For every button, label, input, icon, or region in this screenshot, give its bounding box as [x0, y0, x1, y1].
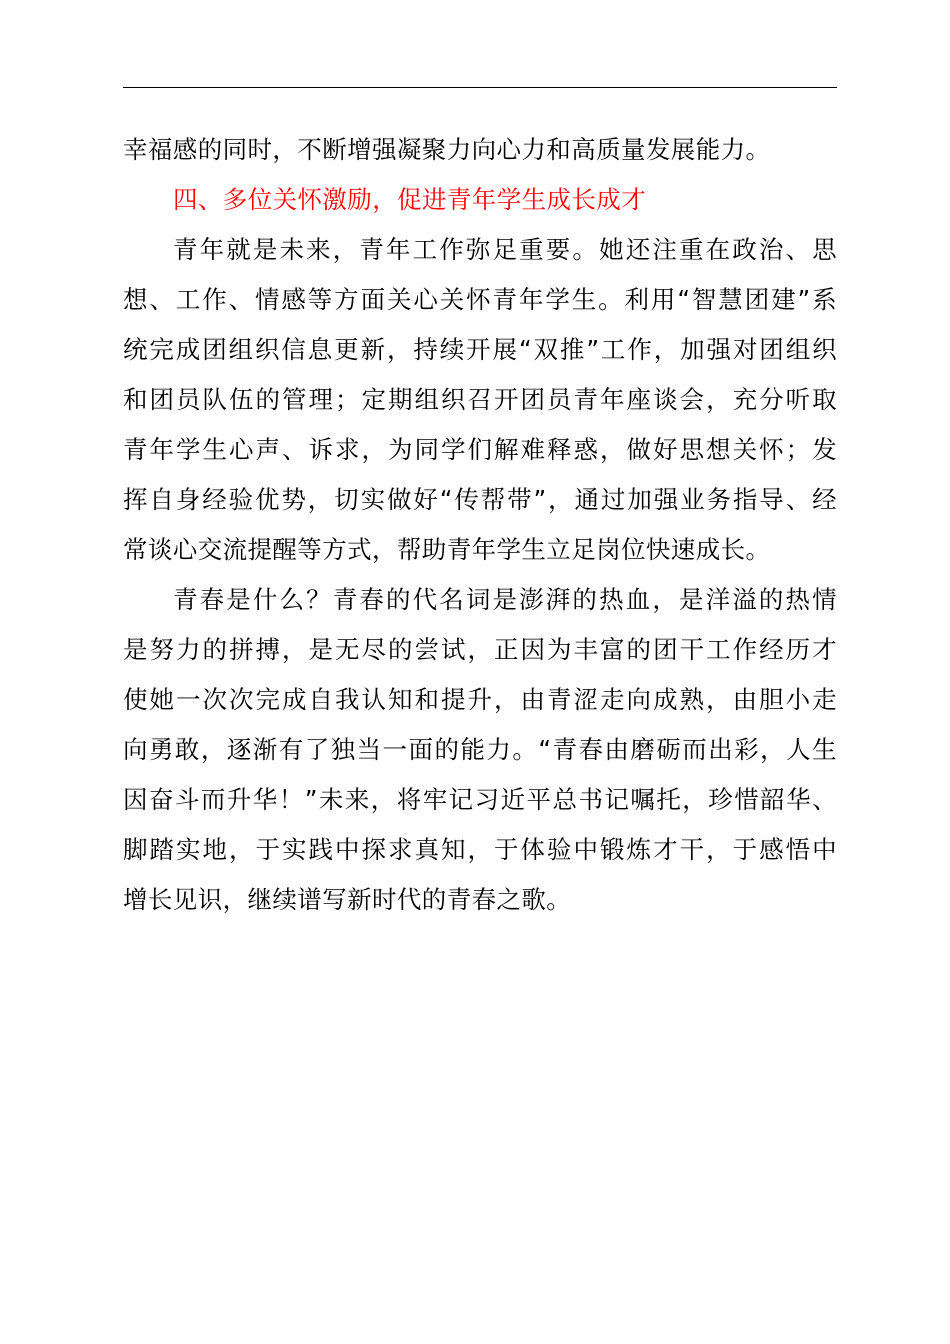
paragraph-2-line: 脚踏实地，于实践中探求真知，于体验中锻炼才干，于感悟中: [123, 835, 837, 864]
paragraph-1: [123, 225, 837, 575]
continuation-paragraph: [123, 125, 837, 175]
paragraph-2-line: 向勇敢，逐渐有了独当一面的能力。“青春由磨砺而出彩，人生: [123, 735, 837, 764]
paragraph-2: [123, 575, 837, 925]
document-body: [123, 125, 837, 925]
section-heading: [123, 175, 837, 225]
paragraph-2-line: 是努力的拼搏，是无尽的尝试，正因为丰富的团干工作经历才: [123, 635, 837, 664]
paragraph-2-line: 使她一次次完成自我认知和提升，由青涩走向成熟，由胆小走: [123, 685, 837, 714]
paragraph-2-line: 因奋斗而升华！”未来，将牢记习近平总书记嘱托，珍惜韶华、: [123, 785, 837, 814]
paragraph-1-line: 常谈心交流提醒等方式，帮助青年学生立足岗位快速成长。: [123, 535, 771, 564]
continuation-line: 幸福感的同时，不断增强凝聚力向心力和高质量发展能力。: [123, 135, 771, 164]
paragraph-2-line: 增长见识，继续谱写新时代的青春之歌。: [123, 885, 572, 914]
header-rule: [123, 87, 837, 88]
paragraph-1-line: 青年就是未来，青年工作弥足重要。她还注重在政治、思: [173, 235, 837, 264]
paragraph-1-line: 挥自身经验优势，切实做好“传帮带”，通过加强业务指导、经: [123, 485, 837, 514]
paragraph-2-line: 青春是什么？青春的代名词是澎湃的热血，是洋溢的热情: [173, 585, 837, 614]
paragraph-1-line: 统完成团组织信息更新，持续开展“双推”工作，加强对团组织: [123, 335, 837, 364]
section-heading-text: 四、多位关怀激励，促进青年学生成长成才: [173, 185, 647, 214]
paragraph-1-line: 想、工作、情感等方面关心关怀青年学生。利用“智慧团建”系: [123, 285, 837, 314]
paragraph-1-line: 青年学生心声、诉求，为同学们解难释惑，做好思想关怀；发: [123, 435, 837, 464]
paragraph-1-line: 和团员队伍的管理；定期组织召开团员青年座谈会，充分听取: [123, 385, 837, 414]
